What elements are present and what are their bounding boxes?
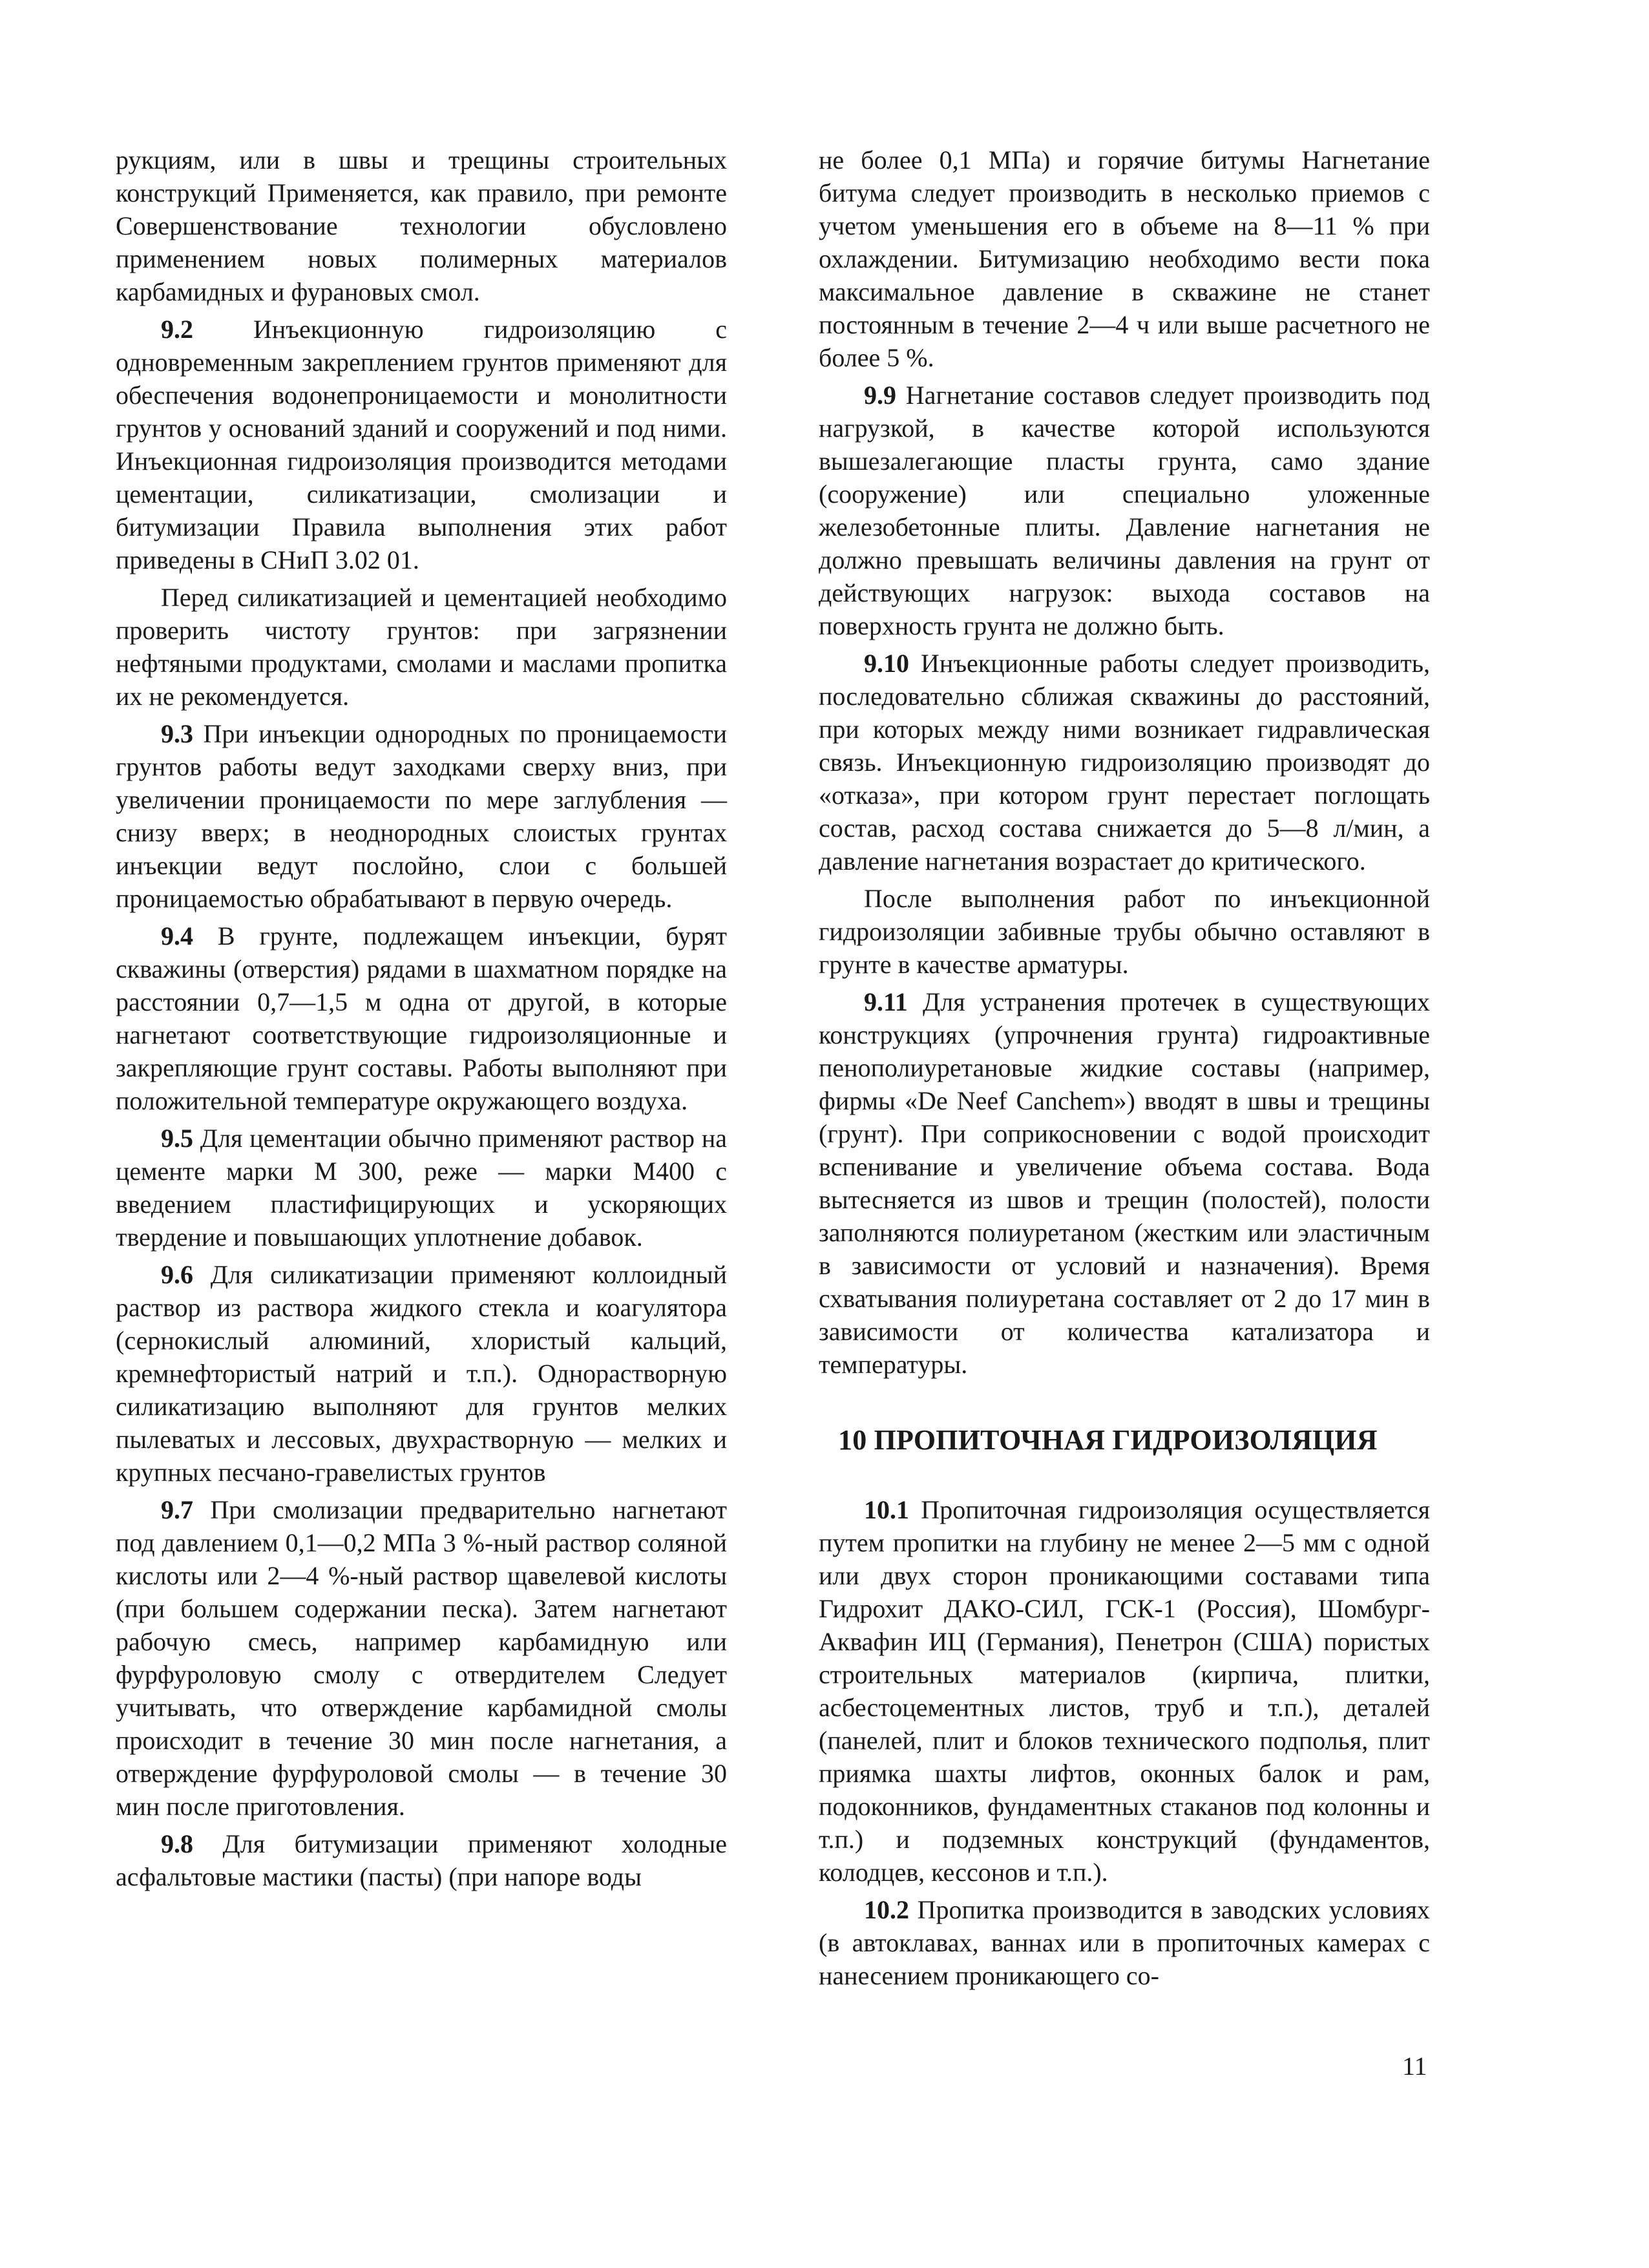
section-heading: 10 ПРОПИТОЧНАЯ ГИДРОИЗОЛЯЦИЯ [838, 1424, 1378, 1456]
clause-number: 10.2 [864, 1895, 909, 1924]
paragraph [819, 143, 1430, 374]
clause-number: 10.1 [864, 1495, 909, 1524]
paragraph [819, 379, 1430, 642]
paragraph [116, 581, 727, 713]
clause-number: 9.4 [161, 921, 193, 950]
paragraph-text: Для устранения протечек в существующих конструкциях (упрочнения грунта) гидроактивные пенополиуретановые жидкие составы (например, фирмы «De Neef Canchem») вводят в швы и трещины (грунт). При соприкосновении с водой происходит вспенивание и увеличение объема состава. Вода вытесняется из швов и трещин (полостей), полости заполняются полиуретаном (жестким или эластичным в зависимости от условий и назначения). Время схватывания полиуретана составляет от 2 до 17 мин в зависимости от количества катализатора и температуры. [819, 987, 1430, 1379]
clause-number: 9.7 [161, 1495, 193, 1524]
paragraph-text: Для силикатизации применяют коллоидный раствор из раствора жидкого стекла и коагулятора (сернокислый алюминий, хлористый кальций, кремнефтористый натрий и т.п.). Однорастворную силикатизацию выполняют для грунтов мелких пылеватых и лессовых, двухрастворную — мелких и крупных песчано-гравелистых грунтов [116, 1260, 727, 1487]
paragraph [116, 717, 727, 915]
paragraph [819, 1893, 1430, 1992]
paragraph [116, 1493, 727, 1823]
paragraph-text: Нагнетание составов следует производить под нагрузкой, в качестве которой используются вышезалегающие пласты грунта, само здание (сооружение) или специально уложенные железобетонные плиты. Давление нагнетания не должно превышать величины давления на грунт от действующих нагрузок: выхода составов на поверхность грунта не должно быть. [819, 381, 1430, 640]
clause-number: 9.6 [161, 1260, 193, 1289]
paragraph-text: Инъекционную гидроизоляцию с одновременным закреплением грунтов применяют для обеспечения водонепроницаемости и монолитности грунтов у оснований зданий и сооружений и под ними. Инъекционная гидроизоляция производится методами цементации, силикатизации, смолизации и битумизации Правила выполнения этих работ приведены в СНиП 3.02 01. [116, 315, 727, 574]
paragraph [116, 1122, 727, 1254]
paragraph [116, 313, 727, 576]
clause-number: 9.5 [161, 1124, 193, 1153]
paragraph [819, 882, 1430, 981]
paragraph-text: В грунте, подлежащем инъекции, бурят скважины (отверстия) рядами в шахматном порядке на расстоянии 0,7—1,5 м одна от другой, в которые нагнетают соответствующие гидроизоляционные и закрепляющие грунт составы. Работы выполняют при положительной температуре окружающего воздуха. [116, 921, 727, 1115]
paragraph [819, 1493, 1430, 1889]
page-number: 11 [1402, 2052, 1427, 2081]
paragraph [116, 1258, 727, 1489]
right-column [819, 143, 1430, 1997]
paragraph-text: Перед силикатизацией и цементацией необходимо проверить чистоту грунтов: при загрязнении нефтяными продуктами, смолами и маслами пропитка их не рекомендуется. [116, 583, 727, 711]
paragraph-text: Для цементации обычно применяют раствор на цементе марки М 300, реже — марки М400 с введением пластифицирующих и ускоряющих твердение и повышающих уплотнение добавок. [116, 1124, 727, 1252]
paragraph-text: Пропиточная гидроизоляция осуществляется путем пропитки на глубину не менее 2—5 мм с одной или двух сторон проникающими составами типа Гидрохит ДАКО-СИЛ, ГСК-1 (Россия), Шомбург-Аквафин ИЦ (Германия), Пенетрон (США) пористых строительных материалов (кирпича, плитки, асбестоцементных листов, труб и т.п.), деталей (панелей, плит и блоков технического подполья, плит приямка шахты лифтов, оконных балок и рам, подоконников, фундаментных стаканов под колонны и т.п.) и подземных конструкций (фундаментов, колодцев, кессонов и т.п.). [819, 1495, 1430, 1887]
right-column-top [819, 143, 1430, 1381]
paragraph [116, 1827, 727, 1893]
clause-number: 9.2 [161, 315, 193, 344]
paragraph-text: не более 0,1 МПа) и горячие битумы Нагнетание битума следует производить в несколько приемов с учетом уменьшения его в объеме на 8—11 % при охлаждении. Битумизацию необходимо вести пока максимальное давление в скважине не станет постоянным в течение 2—4 ч или выше расчетного не более 5 %. [819, 145, 1430, 372]
clause-number: 9.9 [864, 381, 896, 410]
right-column-bottom [819, 1493, 1430, 1992]
left-column [116, 143, 727, 1898]
paragraph [819, 647, 1430, 877]
clause-number: 9.11 [864, 987, 908, 1016]
paragraph-text: Пропитка производится в заводских условиях (в автоклавах, ваннах или в пропиточных камерах с нанесением проникающего со- [819, 1895, 1430, 1990]
clause-number: 9.10 [864, 649, 909, 678]
paragraph-text: После выполнения работ по инъекционной гидроизоляции забивные трубы обычно оставляют в грунте в качестве арматуры. [819, 884, 1430, 979]
paragraph-text: Инъекционные работы следует производить, последовательно сближая скважины до расстояний, при которых между ними возникает гидравлическая связь. Инъекционную гидроизоляцию производят до «отказа», при котором грунт перестает поглощать состав, расход состава снижается до 5—8 л/мин, а давление нагнетания возрастает до критического. [819, 649, 1430, 876]
paragraph-text: Для битумизации применяют холодные асфальтовые мастики (пасты) (при напоре воды [116, 1829, 727, 1891]
paragraph-text: При смолизации предварительно нагнетают под давлением 0,1—0,2 МПа 3 %-ный раствор соляной кислоты или 2—4 %-ный раствор щавелевой кислоты (при большем содержании песка). Затем нагнетают рабочую смесь, например карбамидную или фурфуроловую смолу с отвердителем Следует учитывать, что отверждение карбамидной смолы происходит в течение 30 мин после нагнетания, а отверждение фурфуроловой смолы — в течение 30 мин после приготовления. [116, 1495, 727, 1821]
clause-number: 9.3 [161, 719, 193, 748]
clause-number: 9.8 [161, 1829, 193, 1858]
paragraph-text: рукциям, или в швы и трещины строительных конструкций Применяется, как правило, при ремонте Совершенствование технологии обусловлено применением новых полимерных материалов карбамидных и фурановых смол. [116, 145, 727, 306]
paragraph-text: При инъекции однородных по проницаемости грунтов работы ведут заходками сверху вниз, при увеличении проницаемости по мере заглубления — снизу вверх; в неоднородных слоистых грунтах инъекции ведут послойно, слои с большей проницаемостью обрабатывают в первую очередь. [116, 719, 727, 913]
paragraph [819, 985, 1430, 1381]
paragraph [116, 919, 727, 1117]
paragraph [116, 143, 727, 308]
